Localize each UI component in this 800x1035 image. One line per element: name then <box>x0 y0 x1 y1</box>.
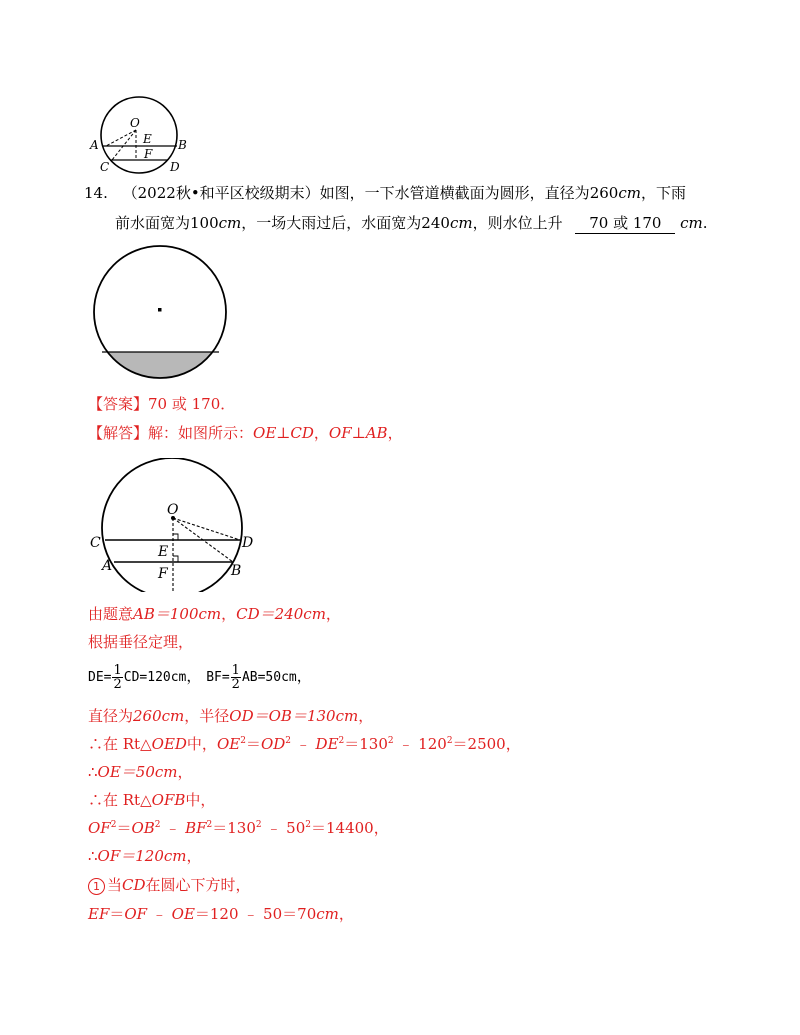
figure-1-dash-oc <box>112 130 136 160</box>
figure-3-label-b: B <box>231 563 242 579</box>
s8b: ＝ <box>116 819 132 837</box>
s1d: CD＝240cm <box>236 605 326 623</box>
figure-1-label-e: E <box>143 132 152 146</box>
s11f: ＝120 ﹣ 50＝70 <box>194 905 317 923</box>
problem-width-before: 100 <box>190 214 219 232</box>
s5k: ＝2500， <box>452 735 521 753</box>
solution-line-2 <box>88 632 193 652</box>
figure-3-label-e: E <box>158 544 169 560</box>
figure-3-dash-od <box>173 518 240 540</box>
solution-intro-line <box>88 423 403 443</box>
problem-diameter: 260 <box>589 184 619 202</box>
s8d: ﹣ <box>160 819 186 837</box>
s11b: ＝ <box>109 905 125 923</box>
s4b: 260cm <box>133 707 185 725</box>
s3-frac-2-num: 1 <box>231 662 240 678</box>
figure-1-circle <box>101 97 177 173</box>
s5f: OD <box>260 735 286 753</box>
s5c: 中， <box>186 735 217 753</box>
s3-frac-2 <box>231 664 241 691</box>
s11d: ﹣ <box>147 905 172 923</box>
s5g: ﹣ <box>291 735 316 753</box>
figure-2-center-dot <box>158 308 162 312</box>
s1c: ， <box>221 605 237 623</box>
s7b: OFB <box>151 791 186 809</box>
solution-tag: 【解答】 <box>88 424 149 442</box>
s5f-sq: 2 <box>285 736 291 746</box>
s8a-sq: 2 <box>110 820 117 830</box>
s5a: ∴在 Rt△ <box>88 735 152 753</box>
solution-intro: 解：如图所示： <box>148 424 254 442</box>
figure-1-label-b: B <box>178 138 187 152</box>
solution-line-5 <box>88 734 521 754</box>
figure-1-dash-oa <box>106 130 136 146</box>
s5b: OED <box>151 735 187 753</box>
s3-frac-1-den: 2 <box>113 676 122 692</box>
s7a: ∴在 Rt△ <box>88 791 152 809</box>
answer-line <box>88 394 235 414</box>
figure-3-label-o: O <box>167 502 179 518</box>
problem-text-a: 如图，一下水管道横截面为圆形，直径为 <box>319 184 590 202</box>
problem-source: （2022秋•和平区校级期末） <box>122 184 320 202</box>
figure-3-right-angle-f <box>173 556 178 562</box>
s9a: ∴ <box>88 847 98 865</box>
s3-frac-1 <box>112 664 122 691</box>
s8c-sq: 2 <box>154 820 161 830</box>
problem-width-after: 240 <box>421 214 450 232</box>
s10b: CD <box>122 876 146 894</box>
solution-line-10 <box>88 875 251 895</box>
figure-1-circle-diagram <box>86 92 196 174</box>
s5d: OE <box>216 735 241 753</box>
figure-3-label-c: C <box>90 535 101 551</box>
solution-oe-cd: OE⊥CD <box>253 424 314 442</box>
s4c: ，半径 <box>184 707 230 725</box>
s3-bf-rest: AB=50cm <box>241 670 297 685</box>
s5d-sq: 2 <box>240 736 246 746</box>
s3-bf: BF= <box>206 670 230 685</box>
s3-de-rest: CD=120cm <box>123 670 187 685</box>
s9b: OF＝120cm <box>97 847 187 865</box>
s8f-sq: 2 <box>255 820 262 830</box>
s1a: 由题意 <box>88 605 134 623</box>
s11a: EF <box>88 905 110 923</box>
case-1-marker: 1 <box>88 878 105 895</box>
figure-3-label-f: F <box>158 566 168 582</box>
problem-unit-1: cm <box>618 184 641 202</box>
solution-comma: ， <box>387 424 403 442</box>
s5j: ﹣ 120 <box>393 735 447 753</box>
s4d: OD＝OB＝130cm <box>229 707 359 725</box>
s8g-sq: 2 <box>305 820 311 830</box>
s11h: ， <box>338 905 354 923</box>
s3-de: DE= <box>88 670 112 685</box>
problem-line-2 <box>115 213 708 234</box>
answer-tag: 【答案】 <box>88 395 149 413</box>
figure-1-label-d: D <box>170 160 180 174</box>
s3-comma-1: ， <box>186 667 202 685</box>
solution-line-9 <box>88 846 202 866</box>
figure-3-circle <box>102 458 242 592</box>
s8h: ＝14400， <box>310 819 389 837</box>
problem-unit-3: cm <box>449 214 473 232</box>
s11e: OE <box>171 905 195 923</box>
s4e: ， <box>358 707 374 725</box>
s8g: ﹣ 50 <box>261 819 306 837</box>
problem-unit-4: cm <box>680 214 703 232</box>
problem-end: . <box>702 214 708 232</box>
solution-of-ab: OF⊥AB <box>328 424 388 442</box>
problem-text-c: 前水面宽为 <box>115 214 191 232</box>
answer-blank: 70 或 170 <box>575 213 675 234</box>
solution-line-1 <box>88 604 341 624</box>
figure-1-label-f: F <box>144 147 153 161</box>
figure-3-label-d: D <box>242 535 254 551</box>
s6a: ∴ <box>88 763 98 781</box>
figure-2-water <box>86 352 236 388</box>
s5i: ＝130 <box>344 735 388 753</box>
s8e: BF <box>185 819 207 837</box>
s9c: ， <box>186 847 202 865</box>
s2: 根据垂径定理， <box>88 633 194 651</box>
s5i-sq: 2 <box>387 736 394 746</box>
s5e: ＝ <box>245 735 261 753</box>
figure-1-label-c: C <box>100 160 110 174</box>
s3-frac-2-den: 2 <box>231 676 240 692</box>
s1e: ， <box>325 605 341 623</box>
figure-3-label-a: A <box>102 558 113 574</box>
s10a: 当 <box>107 876 123 894</box>
problem-text-d: ，一场大雨过后，水面宽为 <box>241 214 422 232</box>
solution-line-4 <box>88 706 373 726</box>
solution-line-3-formula <box>88 662 312 692</box>
figure-3-right-angle-e <box>173 534 178 540</box>
s7c: 中， <box>185 791 216 809</box>
problem-number: 14. <box>84 184 108 202</box>
figure-3-solution-diagram <box>86 458 266 592</box>
s11c: OF <box>124 905 148 923</box>
s4a: 直径为 <box>88 707 134 725</box>
solution-line-11 <box>88 904 354 924</box>
figure-1-label-o: O <box>130 116 140 130</box>
solution-line-8 <box>88 818 389 838</box>
s8c: OB <box>131 819 155 837</box>
s11g: cm <box>316 905 339 923</box>
s5h: DE <box>315 735 339 753</box>
figure-1-label-a: A <box>90 138 99 152</box>
s5j-sq: 2 <box>446 736 453 746</box>
solution-line-6 <box>88 762 193 782</box>
s6b: OE＝50cm <box>97 763 178 781</box>
s6c: ， <box>177 763 193 781</box>
s3-frac-1-num: 1 <box>113 662 122 678</box>
problem-line-1 <box>84 183 686 203</box>
answer-value: 70 或 170． <box>148 395 236 413</box>
problem-text-e: ，则水位上升 <box>472 214 563 232</box>
s3-comma-2: ， <box>296 667 312 685</box>
solution-line-7 <box>88 790 215 810</box>
s8f: ＝130 <box>212 819 256 837</box>
s1b: AB＝100cm <box>133 605 222 623</box>
s10c: 在圆心下方时， <box>145 876 251 894</box>
s8e-sq: 2 <box>206 820 213 830</box>
s8a: OF <box>88 819 111 837</box>
problem-unit-2: cm <box>218 214 242 232</box>
figure-2-pipe-diagram <box>86 242 236 388</box>
solution-sep: ， <box>313 424 329 442</box>
s5h-sq: 2 <box>338 736 345 746</box>
problem-text-b: ，下雨 <box>640 184 686 202</box>
